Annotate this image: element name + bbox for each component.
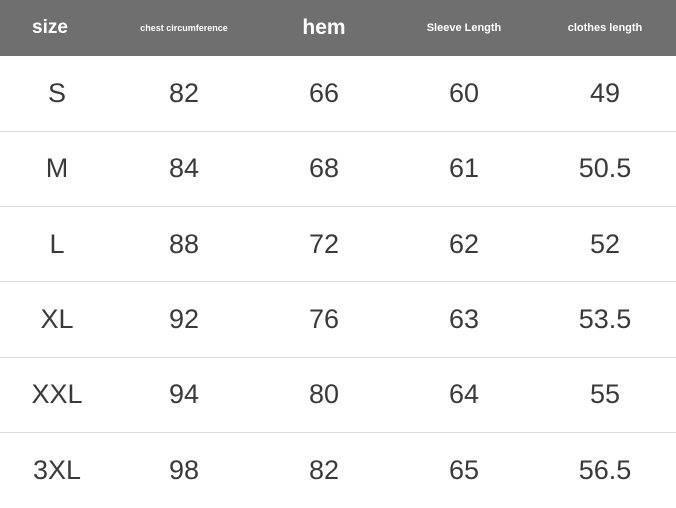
column-header-clothes-length: clothes length (534, 0, 676, 56)
cell-sleeve: 63 (394, 282, 534, 357)
cell-chest: 84 (114, 131, 254, 206)
cell-length: 55 (534, 357, 676, 432)
table-row (0, 131, 676, 206)
cell-sleeve: 60 (394, 56, 534, 131)
cell-hem: 80 (254, 357, 394, 432)
cell-sleeve: 61 (394, 131, 534, 206)
cell-hem: 72 (254, 207, 394, 282)
cell-chest: 98 (114, 433, 254, 508)
cell-size: XL (0, 282, 114, 357)
header-row (0, 0, 676, 56)
table-body (0, 56, 676, 508)
cell-length: 49 (534, 56, 676, 131)
table-row (0, 433, 676, 508)
cell-size: 3XL (0, 433, 114, 508)
cell-chest: 92 (114, 282, 254, 357)
column-header-hem: hem (254, 0, 394, 56)
cell-length: 56.5 (534, 433, 676, 508)
column-header-size: size (0, 0, 114, 56)
cell-size: XXL (0, 357, 114, 432)
cell-size: M (0, 131, 114, 206)
table-row (0, 282, 676, 357)
cell-sleeve: 64 (394, 357, 534, 432)
cell-size: L (0, 207, 114, 282)
cell-chest: 94 (114, 357, 254, 432)
table-row (0, 357, 676, 432)
table-row (0, 56, 676, 131)
cell-chest: 82 (114, 56, 254, 131)
column-header-chest-circumference: chest circumference (114, 0, 254, 56)
table-row (0, 207, 676, 282)
cell-length: 52 (534, 207, 676, 282)
cell-length: 50.5 (534, 131, 676, 206)
cell-length: 53.5 (534, 282, 676, 357)
cell-chest: 88 (114, 207, 254, 282)
cell-size: S (0, 56, 114, 131)
cell-sleeve: 62 (394, 207, 534, 282)
table-header (0, 0, 676, 56)
column-header-sleeve-length: Sleeve Length (394, 0, 534, 56)
cell-hem: 82 (254, 433, 394, 508)
cell-sleeve: 65 (394, 433, 534, 508)
cell-hem: 66 (254, 56, 394, 131)
cell-hem: 68 (254, 131, 394, 206)
cell-hem: 76 (254, 282, 394, 357)
